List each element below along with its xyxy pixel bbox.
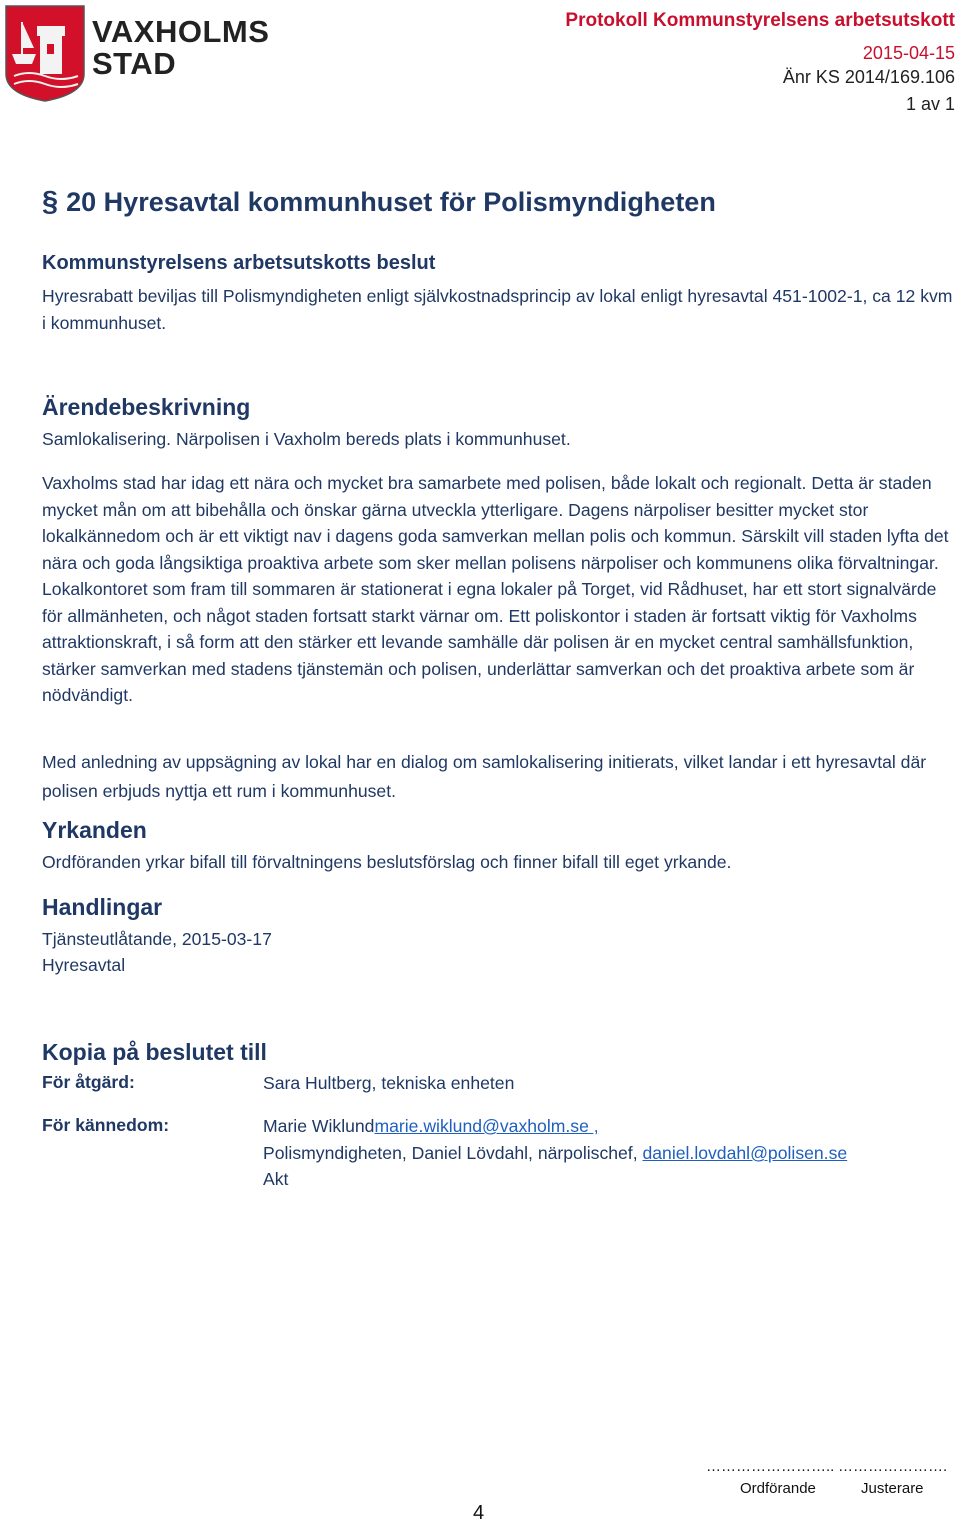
section-title-text: 20 Hyresavtal kommunhuset för Polismyndigheten: [66, 187, 716, 217]
recipient-name: Marie Wiklund: [263, 1116, 375, 1136]
case-description-p3: Med anledning av uppsägning av lokal har en dialog om samlokalisering initierats, vilket landar i ett hyresavtal där polisen erbjuds nyttja ett rum i kommunhuset.: [42, 752, 927, 801]
documents-item: Tjänsteutlåtande, 2015-03-17: [42, 929, 272, 949]
email-link[interactable]: marie.wiklund@vaxholm.se ,: [374, 1116, 599, 1136]
meeting-date: 2015-04-15: [862, 43, 955, 63]
case-description-p1: Samlokalisering. Närpolisen i Vaxholm bereds plats i kommunhuset.: [42, 429, 571, 449]
motions-text: Ordföranden yrkar bifall till förvaltningens beslutsförslag och finner bifall till eget yrkande.: [42, 852, 732, 872]
recipient-text: Polismyndigheten, Daniel Lövdahl, närpolischef,: [263, 1143, 643, 1163]
logo-text-line2: STAD: [92, 46, 177, 81]
for-information-line2: [263, 1140, 847, 1167]
copy-heading: Kopia på beslutet till: [42, 1039, 267, 1065]
adjuster-label: Justerare: [861, 1480, 924, 1497]
paragraph-sign: §: [42, 186, 59, 218]
for-information-label: För kännedom:: [42, 1115, 170, 1135]
motions-heading: Yrkanden: [42, 817, 147, 843]
decision-text: Hyresrabatt beviljas till Polismyndigheten enligt självkostnadsprincip av lokal enligt hyresavtal 451-1002-1, ca 12 kvm i kommunhuset.: [42, 286, 953, 333]
diary-number: Änr KS 2014/169.106: [782, 67, 955, 87]
for-information-line1: [263, 1113, 599, 1140]
documents-heading: Handlingar: [42, 894, 163, 920]
chair-label: Ordförande: [740, 1480, 816, 1497]
logo-text-line1: VAXHOLMS: [92, 14, 270, 49]
email-link[interactable]: daniel.lovdahl@polisen.se: [642, 1143, 848, 1163]
documents-item: Hyresavtal: [42, 955, 126, 975]
case-description-heading: Ärendebeskrivning: [42, 394, 251, 420]
for-action-label: För åtgärd:: [42, 1072, 135, 1092]
signature-line-chair: ……………………..: [706, 1458, 835, 1475]
document-title: Protokoll Kommunstyrelsens arbetsutskott: [565, 10, 955, 31]
page-number: 4: [473, 1502, 485, 1524]
for-action-value: Sara Hultberg, tekniska enheten: [263, 1073, 515, 1093]
vaxholms-logo: [4, 4, 270, 102]
case-description-p2: Vaxholms stad har idag ett nära och mycket bra samarbete med polisen, både lokalt och regionalt. Detta är staden mycket mån om att bibehålla och önskar gärna utveckla ytterligare. Dagens närpoliser besitter mycket stor lokalkännedom och är ett viktigt nav i dagens goda samverkan mellan polis och kommun. Särskilt vill staden lyfta det nära och goda långsiktiga proaktiva arbete som sker mellan polisens närpoliser och kommunens olika förvaltningar. Lokalkontoret som fram till sommaren är stationerat i egna lokaler på Torget, vid Rådhuset, har ett stort signalvärde för allmänheten, och något staden fortsatt starkt värnar om. Ett poliskontor i staden är fortsatt viktig för Vaxholms attraktionskraft, i så form att den stärker ett levande samhälle där polisen är en mycket central samhällsfunktion, stärker samverkan med stadens tjänstemän och polisen, underlättar samverkan och det proaktiva arbete som är nödvändigt.: [42, 473, 949, 705]
for-information-line3: Akt: [263, 1169, 289, 1189]
vaxholm-crest-icon: [4, 4, 88, 102]
page-count: 1 av 1: [905, 94, 955, 114]
signature-line-adjuster: ………………….: [838, 1458, 948, 1475]
decision-heading: Kommunstyrelsens arbetsutskotts beslut: [42, 252, 436, 274]
section-title: [42, 186, 716, 219]
